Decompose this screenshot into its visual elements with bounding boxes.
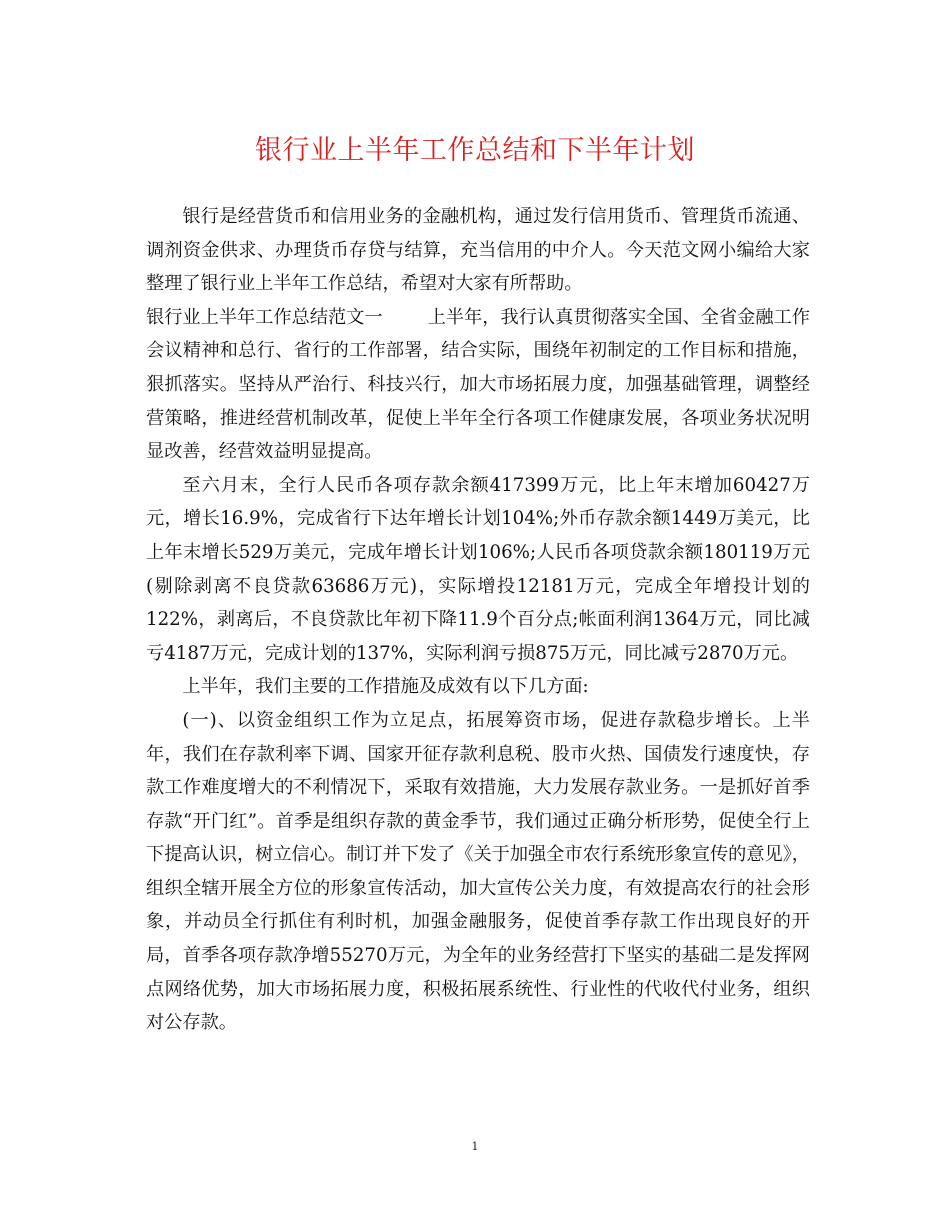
measures-intro-paragraph: 上半年，我们主要的工作措施及成效有以下几方面: (182, 676, 589, 698)
intro-paragraph: 银行是经营货币和信用业务的金融机构，通过发行信用货币、管理货币流通、调剂资金供求、办理货币存贷与结算，充当信用的中介人。今天范文网小编给大家整理了银行业上半年工作总结，希望对大家有所帮助。 (146, 206, 810, 295)
page-number: 1 (471, 1140, 479, 1153)
measure-one-paragraph: (一)、以资金组织工作为立足点，拓展筹资市场，促进存款稳步增长。上半年，我们在存款利率下调、国家开征存款利息税、股市火热、国债发行速度快，存款工作难度增大的不利情况下，采取有效措施，大力发展存款业务。一是抓好首季存款“开门红”。首季是组织存款的黄金季节，我们通过正确分析形势，促使全行上下提高认识，树立信心。制订并下发了《关于加强全市农行系统形象宣传的意见》，组织全辖开展全方位的形象宣传活动，加大宣传公关力度，有效提高农行的社会形象，并动员全行抓住有利时机，加强金融服务，促使首季存款工作出现良好的开局，首季各项存款净增55270万元，为全年的业务经营打下坚实的基础二是发挥网点网络优势，加大市场拓展力度，积极拓展系统性、行业性的代收代付业务，组织对公存款。 (146, 709, 810, 1034)
sample-paragraph (146, 301, 810, 469)
document-body (146, 200, 810, 1040)
sample-text: 上半年，我行认真贯彻落实全国、全省金融工作会议精神和总行、省行的工作部署，结合实际，围绕年初制定的工作目标和措施，狠抓落实。坚持从严治行、科技兴行，加大市场拓展力度，加强基础管理，调整经营策略，推进经营机制改革，促使上半年全行各项工作健康发展，各项业务状况明显改善，经营效益明显提高。 (146, 306, 810, 463)
document-title: 银行业上半年工作总结和下半年计划 (255, 135, 695, 166)
figures-paragraph: 至六月末，全行人民币各项存款余额417399万元，比上年末增加60427万元，增长16.9%，完成省行下达年增长计划104%;外币存款余额1449万美元，比上年末增长529万美元，完成年增长计划106%;人民币各项贷款余额180119万元(剔除剥离不良贷款63686万元)，实际增投12181万元，完成全年增投计划的122%，剥离后，不良贷款比年初下降11.9个百分点;帐面利润1364万元，同比减亏4187万元，完成计划的137%，实际利润亏损875万元，同比减亏2870万元。 (146, 474, 810, 664)
sample-heading: 银行业上半年工作总结范文一 (146, 306, 383, 328)
